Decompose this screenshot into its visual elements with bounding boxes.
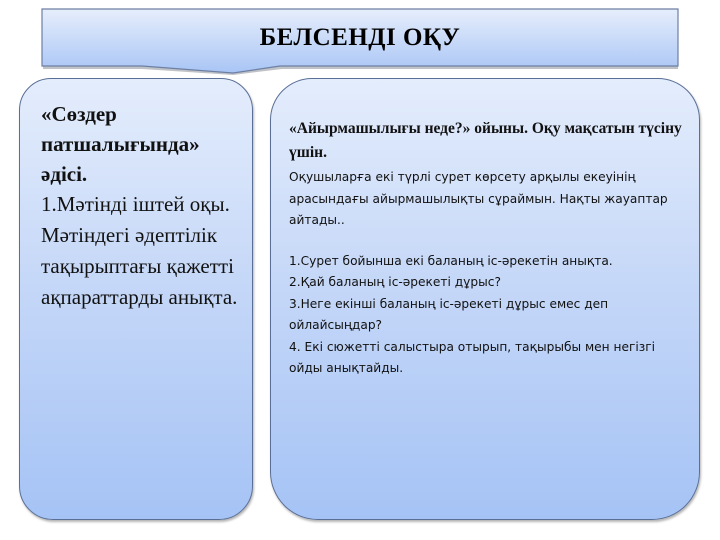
game-content — [289, 117, 689, 380]
game-description: Оқушыларға екі түрлі сурет көрсету арқылы екеуінің арасындағы айырмашылықты сұраймын. Нақты жауаптар айтады.. — [289, 170, 668, 227]
method-content — [41, 99, 251, 313]
game-panel — [270, 78, 700, 520]
page-title: БЕЛСЕНДІ ОҚУ — [259, 23, 461, 51]
question-item: 4. Екі сюжетті салыстыра отырып, тақырыбы мен негізгі ойды анықтайды. — [289, 339, 656, 375]
game-heading: «Айырмашылығы неде?» ойыны. Оқу мақсатын түсіну үшін. — [289, 120, 682, 161]
method-title: «Сөздер патшалығында» әдісі. — [41, 102, 200, 186]
question-item: 3.Неге екінші баланың іс-әрекеті дұрыс емес деп ойлайсыңдар? — [289, 296, 609, 332]
question-list — [289, 251, 689, 380]
header-banner — [42, 9, 678, 66]
question-item: 2.Қай баланың іс-әрекеті дұрыс? — [289, 275, 501, 289]
method-task: 1.Мәтінді іштей оқы. Мәтіндегі әдептілік тақырыптағы қажетті ақпараттарды анықта. — [41, 192, 238, 309]
method-panel — [19, 78, 253, 520]
question-item: 1.Сурет бойынша екі баланың іс-әрекетін анықта. — [289, 253, 613, 268]
